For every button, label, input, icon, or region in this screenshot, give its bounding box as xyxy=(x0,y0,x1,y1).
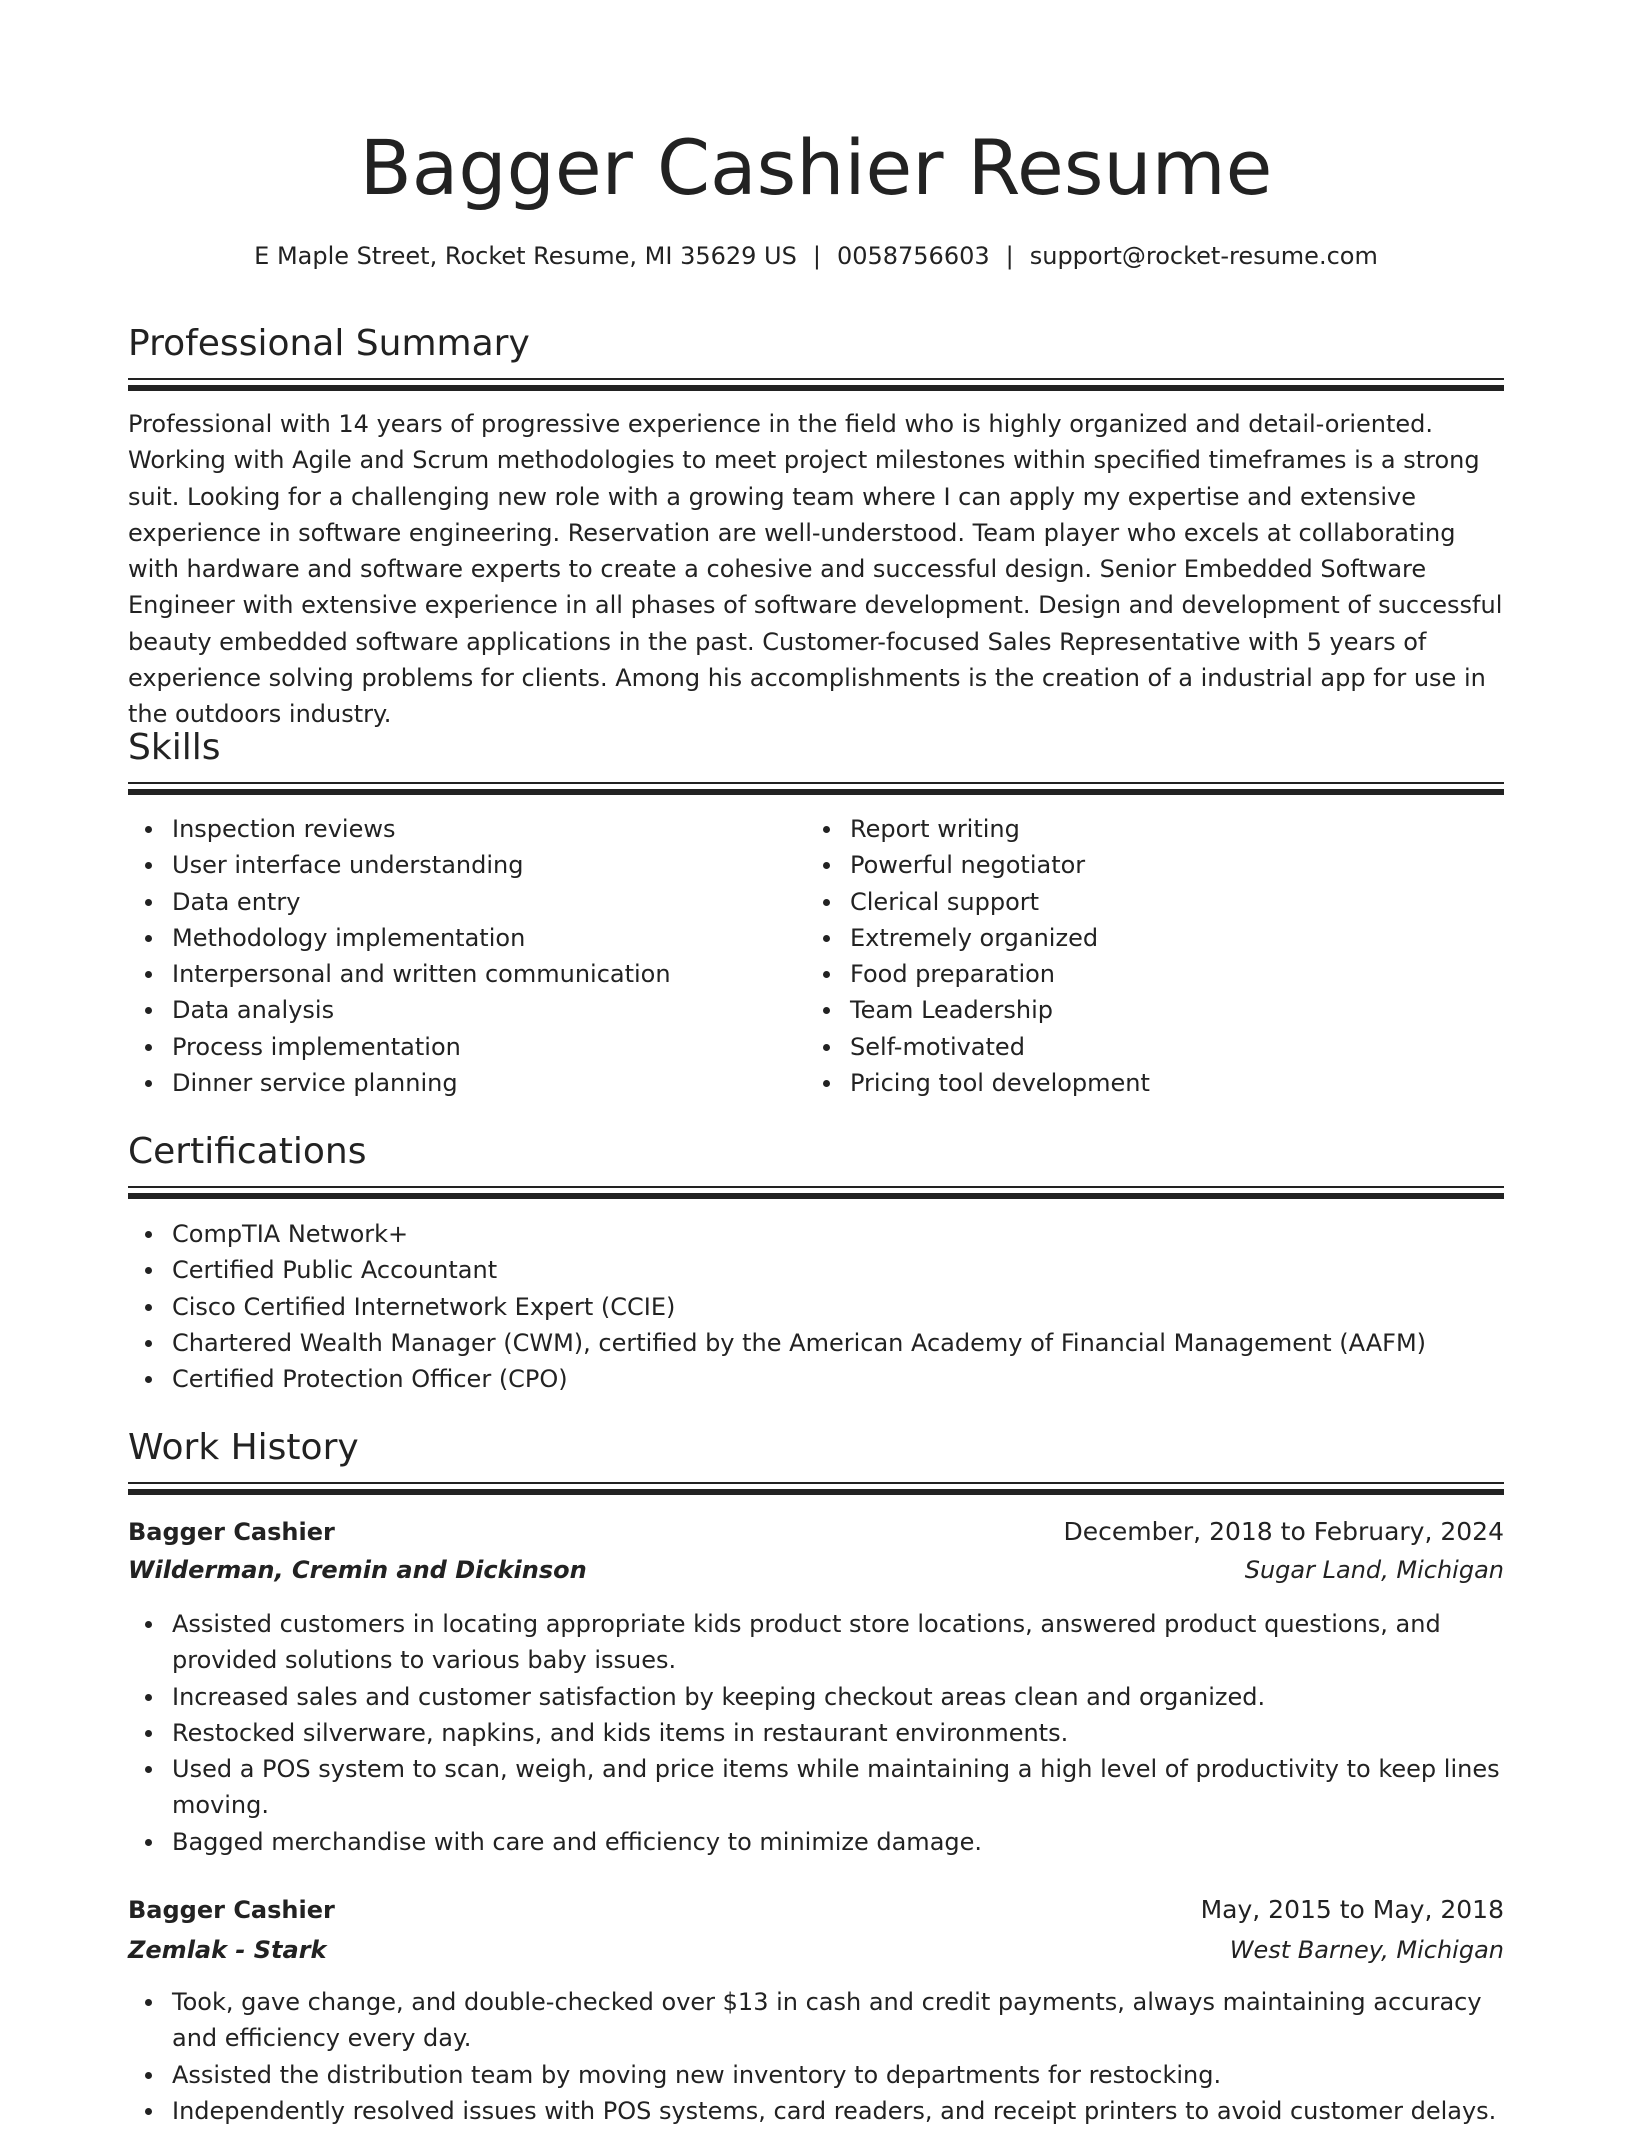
contact-separator: | xyxy=(812,242,821,270)
job-subheader xyxy=(128,1551,1504,1589)
certification-item: CompTIA Network+ xyxy=(128,1216,1504,1252)
job-duties-list xyxy=(128,1606,1504,1860)
job-duties-list xyxy=(128,1984,1504,2129)
certification-item: Certified Protection Officer (CPO) xyxy=(128,1361,1504,1397)
skill-item: Process implementation xyxy=(128,1029,788,1065)
company-name: Zemlak - Stark xyxy=(128,1936,327,1964)
job-header xyxy=(128,1513,1504,1551)
skill-item: User interface understanding xyxy=(128,847,788,883)
section-divider xyxy=(128,782,1504,796)
section-title-certifications: Certifications xyxy=(128,1131,367,1172)
certifications-list xyxy=(128,1216,1504,1397)
section-title-work-history: Work History xyxy=(128,1427,359,1468)
skill-item: Report writing xyxy=(806,811,1504,847)
job-duty-item: Restocked silverware, napkins, and kids items in restaurant environments. xyxy=(128,1715,1504,1751)
skill-item: Clerical support xyxy=(806,884,1504,920)
job-dates: December, 2018 to February, 2024 xyxy=(1063,1517,1504,1546)
skill-item: Methodology implementation xyxy=(128,920,788,956)
skill-item: Food preparation xyxy=(806,956,1504,992)
section-title-summary: Professional Summary xyxy=(128,323,530,364)
job-subheader xyxy=(128,1931,1504,1969)
job-dates: May, 2015 to May, 2018 xyxy=(1200,1895,1504,1924)
job-title: Bagger Cashier xyxy=(128,1896,335,1924)
address: E Maple Street, Rocket Resume, MI 35629 US xyxy=(254,242,797,270)
section-title-skills: Skills xyxy=(128,727,221,768)
job-duty-item: Independently resolved issues with POS systems, card readers, and receipt printers to avoid customer delays. xyxy=(128,2093,1504,2129)
certification-item: Certified Public Accountant xyxy=(128,1252,1504,1288)
contact-line xyxy=(128,238,1504,274)
skill-item: Data entry xyxy=(128,884,788,920)
skills-list-left xyxy=(128,811,788,1101)
job-duty-item: Took, gave change, and double-checked over $13 in cash and credit payments, always maintaining accuracy and efficiency every day. xyxy=(128,1984,1504,2057)
page-title: Bagger Cashier Resume xyxy=(359,123,1273,212)
skill-item: Powerful negotiator xyxy=(806,847,1504,883)
job-header xyxy=(128,1891,1504,1929)
job-duty-item: Increased sales and customer satisfaction by keeping checkout areas clean and organized. xyxy=(128,1679,1504,1715)
skill-item: Team Leadership xyxy=(806,992,1504,1028)
phone: 0058756603 xyxy=(836,242,990,270)
certification-item: Cisco Certified Internetwork Expert (CCIE) xyxy=(128,1289,1504,1325)
summary-text: Professional with 14 years of progressive experience in the field who is highly organized and detail-oriented. Working with Agile and Scrum methodologies to meet project milestones within specified timeframes is a strong suit. Looking for a challenging new role with a growing team where I can apply my expertise and extensive experience in software engineering. Reservation are well-understood. Team player who excels at collaborating with hardware and software experts to create a cohesive and successful design. Senior Embedded Software Engineer with extensive experience in all phases of software development. Design and development of successful beauty embedded software applications in the past. Customer-focused Sales Representative with 5 years of experience solving problems for clients. Among his accomplishments is the creation of a industrial app for use in the outdoors industry. xyxy=(128,410,1503,729)
skill-item: Dinner service planning xyxy=(128,1065,788,1101)
skill-item: Self-motivated xyxy=(806,1029,1504,1065)
company-name: Wilderman, Cremin and Dickinson xyxy=(128,1556,587,1584)
contact-separator: | xyxy=(1005,242,1014,270)
section-divider xyxy=(128,1186,1504,1200)
section-divider xyxy=(128,378,1504,392)
job-duty-item: Assisted customers in locating appropriate kids product store locations, answered product questions, and provided solutions to various baby issues. xyxy=(128,1606,1504,1679)
job-location: West Barney, Michigan xyxy=(1229,1936,1504,1964)
skills-list-right xyxy=(806,811,1504,1101)
skill-item: Pricing tool development xyxy=(806,1065,1504,1101)
job-title: Bagger Cashier xyxy=(128,1518,335,1546)
job-duty-item: Used a POS system to scan, weigh, and price items while maintaining a high level of productivity to keep lines moving. xyxy=(128,1751,1504,1824)
skill-item: Data analysis xyxy=(128,992,788,1028)
certification-item: Chartered Wealth Manager (CWM), certified by the American Academy of Financial Management (AAFM) xyxy=(128,1325,1504,1361)
job-duty-item: Assisted the distribution team by moving new inventory to departments for restocking. xyxy=(128,2057,1504,2093)
skill-item: Inspection reviews xyxy=(128,811,788,847)
section-divider xyxy=(128,1482,1504,1496)
email: support@rocket-resume.com xyxy=(1029,242,1378,270)
job-duty-item: Bagged merchandise with care and efficiency to minimize damage. xyxy=(128,1824,1504,1860)
skill-item: Extremely organized xyxy=(806,920,1504,956)
skill-item: Interpersonal and written communication xyxy=(128,956,788,992)
job-location: Sugar Land, Michigan xyxy=(1244,1556,1504,1584)
